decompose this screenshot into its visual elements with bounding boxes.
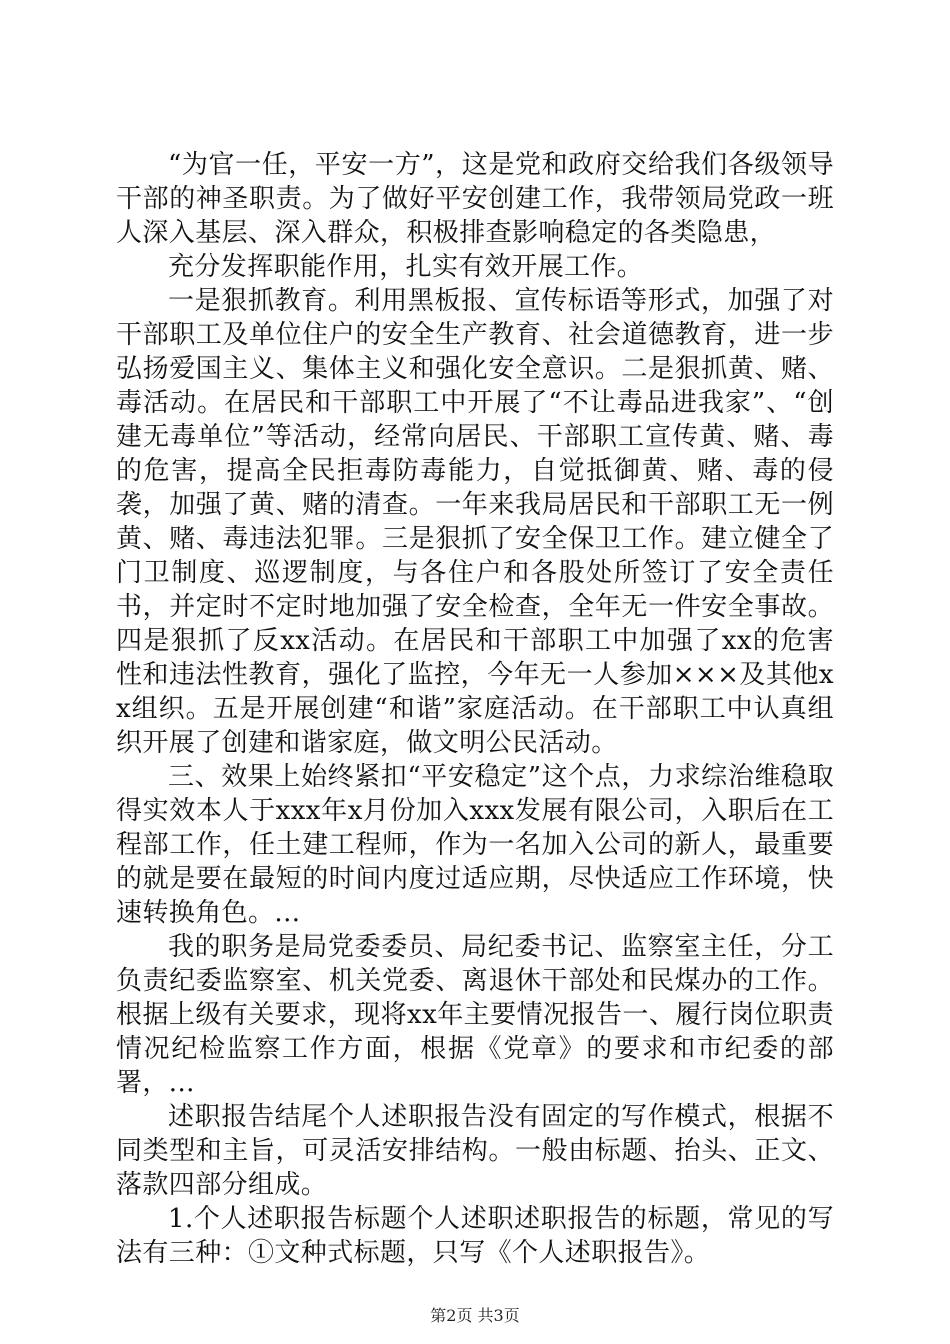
paragraph-5: 我的职务是局党委委员、局纪委书记、监察室主任，分工负责纪委监察室、机关党委、离退休干部处和民煤办的工作。根据上级有关要求，现将xx年主要情况报告一、履行岗位职责情况纪检监察工作方面，根据《党章》的要求和市纪委的部署，... [116,932,834,1098]
paragraph-2: 充分发挥职能作用，扎实有效开展工作。 [168,252,644,282]
body-text [116,148,834,1270]
paragraph-1: “为官一任，平安一方”，这是党和政府交给我们各级领导干部的神圣职责。为了做好平安创建工作，我带领局党政一班人深入基层、深入群众，积极排查影响稳定的各类隐患， [116,150,834,248]
paragraph-7: 1.个人述职报告标题个人述职述职报告的标题，常见的写法有三种：①文种式标题，只写《个人述职报告》。 [116,1204,834,1268]
paragraph-3: 一是狠抓教育。利用黑板报、宣传标语等形式，加强了对干部职工及单位住户的安全生产教育、社会道德教育，进一步弘扬爱国主义、集体主义和强化安全意识。二是狠抓黄、赌、毒活动。在居民和干部职工中开展了“不让毒品进我家”、“创建无毒单位”等活动，经常向居民、干部职工宣传黄、赌、毒的危害，提高全民拒毒防毒能力，自觉抵御黄、赌、毒的侵袭，加强了黄、赌的清查。一年来我局居民和干部职工无一例黄、赌、毒违法犯罪。三是狠抓了安全保卫工作。建立健全了门卫制度、巡逻制度，与各住户和各股处所签订了安全责任书，并定时不定时地加强了安全检查，全年无一件安全事故。四是狠抓了反xx活动。在居民和干部职工中加强了xx的危害性和违法性教育，强化了监控，今年无一人参加×××及其他xx组织。五是开展创建“和谐”家庭活动。在干部职工中认真组织开展了创建和谐家庭，做文明公民活动。 [116,286,834,758]
paragraph-4: 三、效果上始终紧扣“平安稳定”这个点，力求综治维稳取得实效本人于xxx年x月份加入xxx发展有限公司，入职后在工程部工作，任土建工程师，作为一名加入公司的新人，最重要的就是要在最短的时间内度过适应期，尽快适应工作环境，快速转换角色。... [116,762,834,928]
page-footer: 第2页 共3页 [430,1306,520,1325]
paragraph-6: 述职报告结尾个人述职报告没有固定的写作模式，根据不同类型和主旨，可灵活安排结构。一般由标题、抬头、正文、落款四部分组成。 [116,1102,834,1200]
